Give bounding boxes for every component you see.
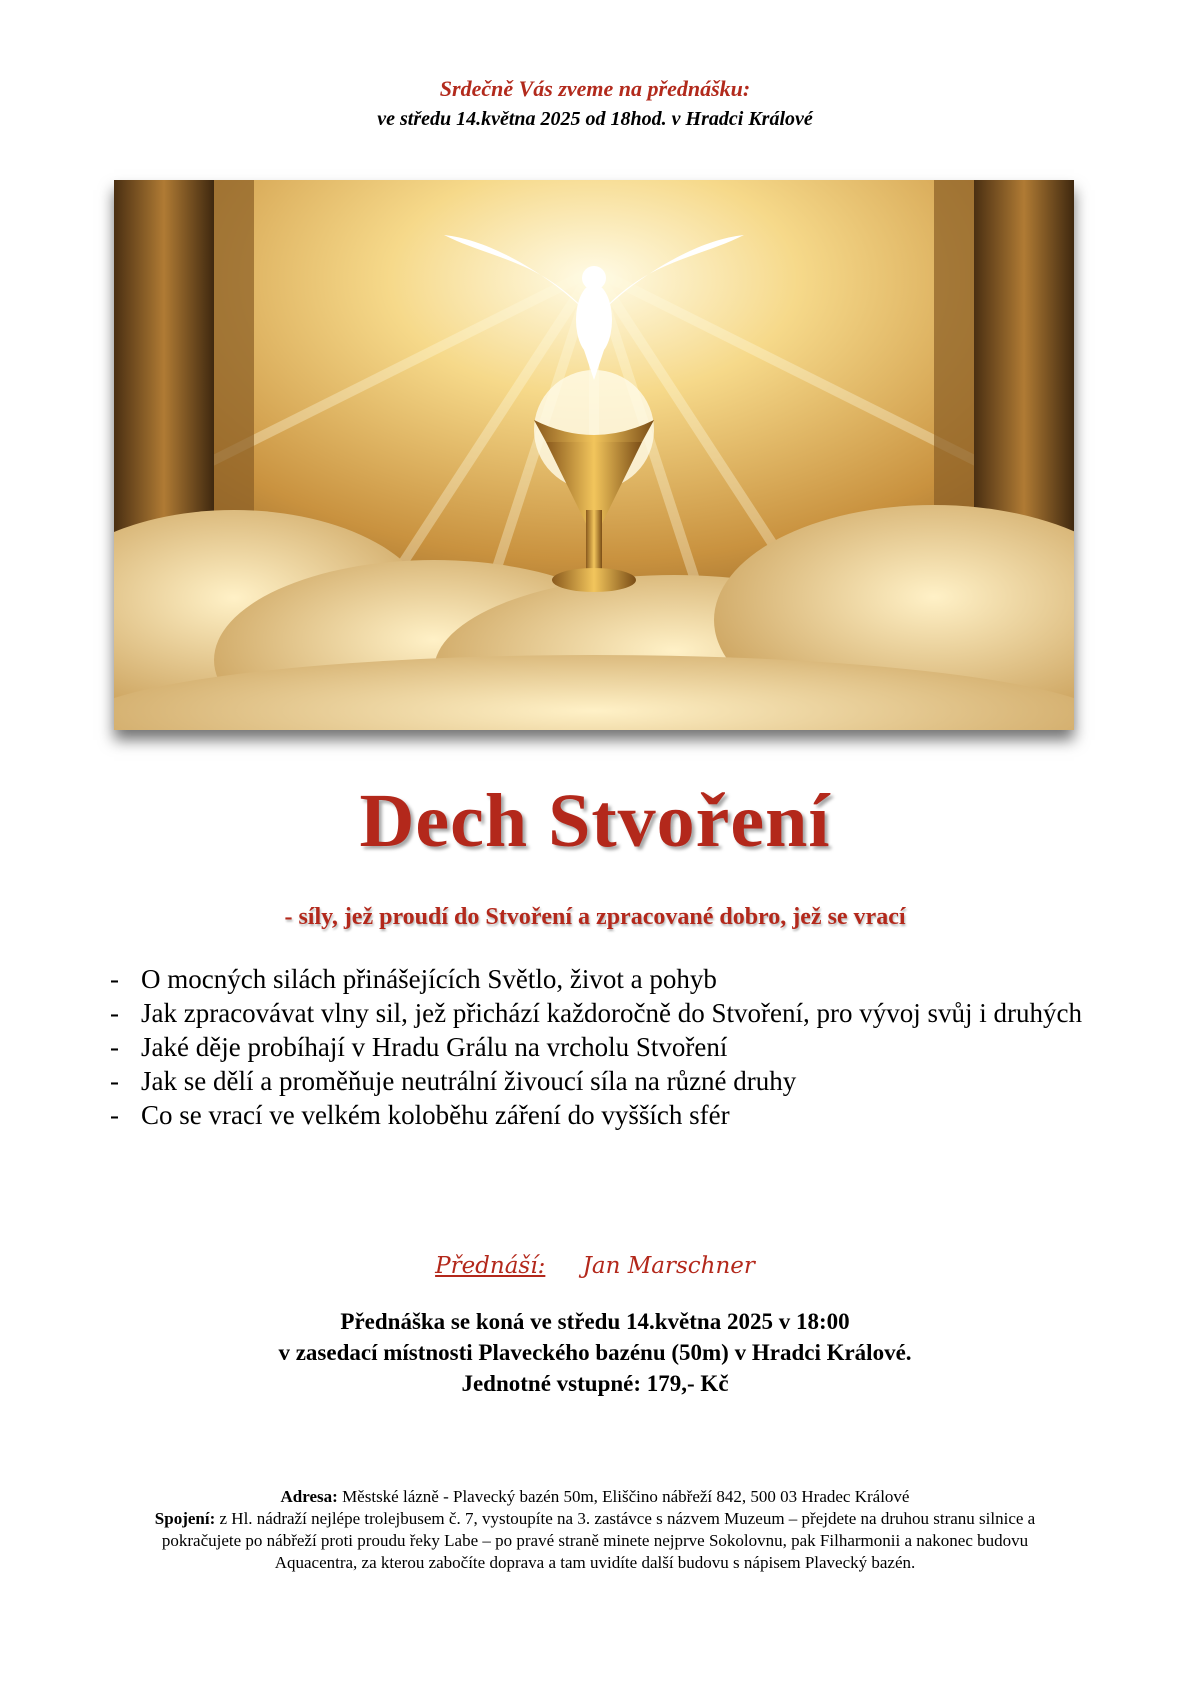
connection-text: z Hl. nádraží nejlépe trolejbusem č. 7, vystoupíte na 3. zastávce s názvem Muzeum – přejdete na druhou stranu silnice a pokračujete po nábřeží proti proudu řeky Labe – po pravé straně minete nejprve Sokolovnu, pak Filharmonii a nakonec budovu Aquacentra, za kterou zabočíte doprava a tam uvidíte další budovu s nápisem Plavecký bazén.	[161, 1509, 1036, 1572]
topic-text: O mocných silách přinášejících Světlo, život a pohyb	[141, 964, 717, 994]
bullet-dash: -	[110, 964, 119, 994]
lecturer-label: Přednáší:	[435, 1253, 546, 1279]
lecturer-line	[0, 1253, 1190, 1279]
dove-over-chalice-image	[114, 180, 1074, 730]
connection-label: Spojení:	[154, 1509, 216, 1528]
address-text: Městské lázně - Plavecký bazén 50m, Eliščino nábřeží 842, 500 03 Hradec Králové	[337, 1487, 910, 1506]
list-item	[110, 1030, 1088, 1064]
dove-chalice-image	[114, 180, 1074, 730]
details-line-time: Přednáška se koná ve středu 14.května 2025 v 18:00	[340, 1309, 850, 1334]
bullet-dash: -	[110, 1100, 119, 1130]
lecturer-name: Jan Marschner	[582, 1253, 755, 1279]
list-item	[110, 1098, 1088, 1132]
topic-text: Jaké děje probíhají v Hradu Grálu na vrcholu Stvoření	[141, 1032, 728, 1062]
topic-text: Co se vrací ve velkém koloběhu záření do vyšších sfér	[141, 1100, 730, 1130]
event-details	[0, 1306, 1190, 1399]
event-subtitle: - síly, jež proudí do Stvoření a zpracované dobro, jež se vrací	[284, 904, 906, 930]
details-line-place: v zasedací místnosti Plaveckého bazénu (50m) v Hradci Králové.	[278, 1340, 912, 1365]
address-line	[120, 1486, 1070, 1508]
topic-text: Jak zpracovávat vlny sil, jež přichází každoročně do Stvoření, pro vývoj svůj i druhých	[141, 998, 1082, 1028]
event-title: Dech Stvoření	[359, 779, 831, 863]
invitation-heading: Srdečně Vás zveme na přednášku:	[439, 76, 751, 101]
bullet-dash: -	[110, 1032, 119, 1062]
connection-paragraph	[120, 1508, 1070, 1574]
list-item	[110, 996, 1088, 1030]
topic-text: Jak se dělí a proměňuje neutrální živoucí síla na různé druhy	[141, 1066, 797, 1096]
bullet-dash: -	[110, 1066, 119, 1096]
topics-list	[110, 962, 1088, 1132]
bullet-dash: -	[110, 998, 119, 1028]
footer-info	[120, 1486, 1070, 1574]
details-line-price: Jednotné vstupné: 179,- Kč	[461, 1371, 729, 1396]
address-label: Adresa:	[280, 1487, 338, 1506]
list-item	[110, 962, 1088, 996]
invitation-date: ve středu 14.května 2025 od 18hod. v Hradci Králové	[377, 108, 813, 130]
list-item	[110, 1064, 1088, 1098]
